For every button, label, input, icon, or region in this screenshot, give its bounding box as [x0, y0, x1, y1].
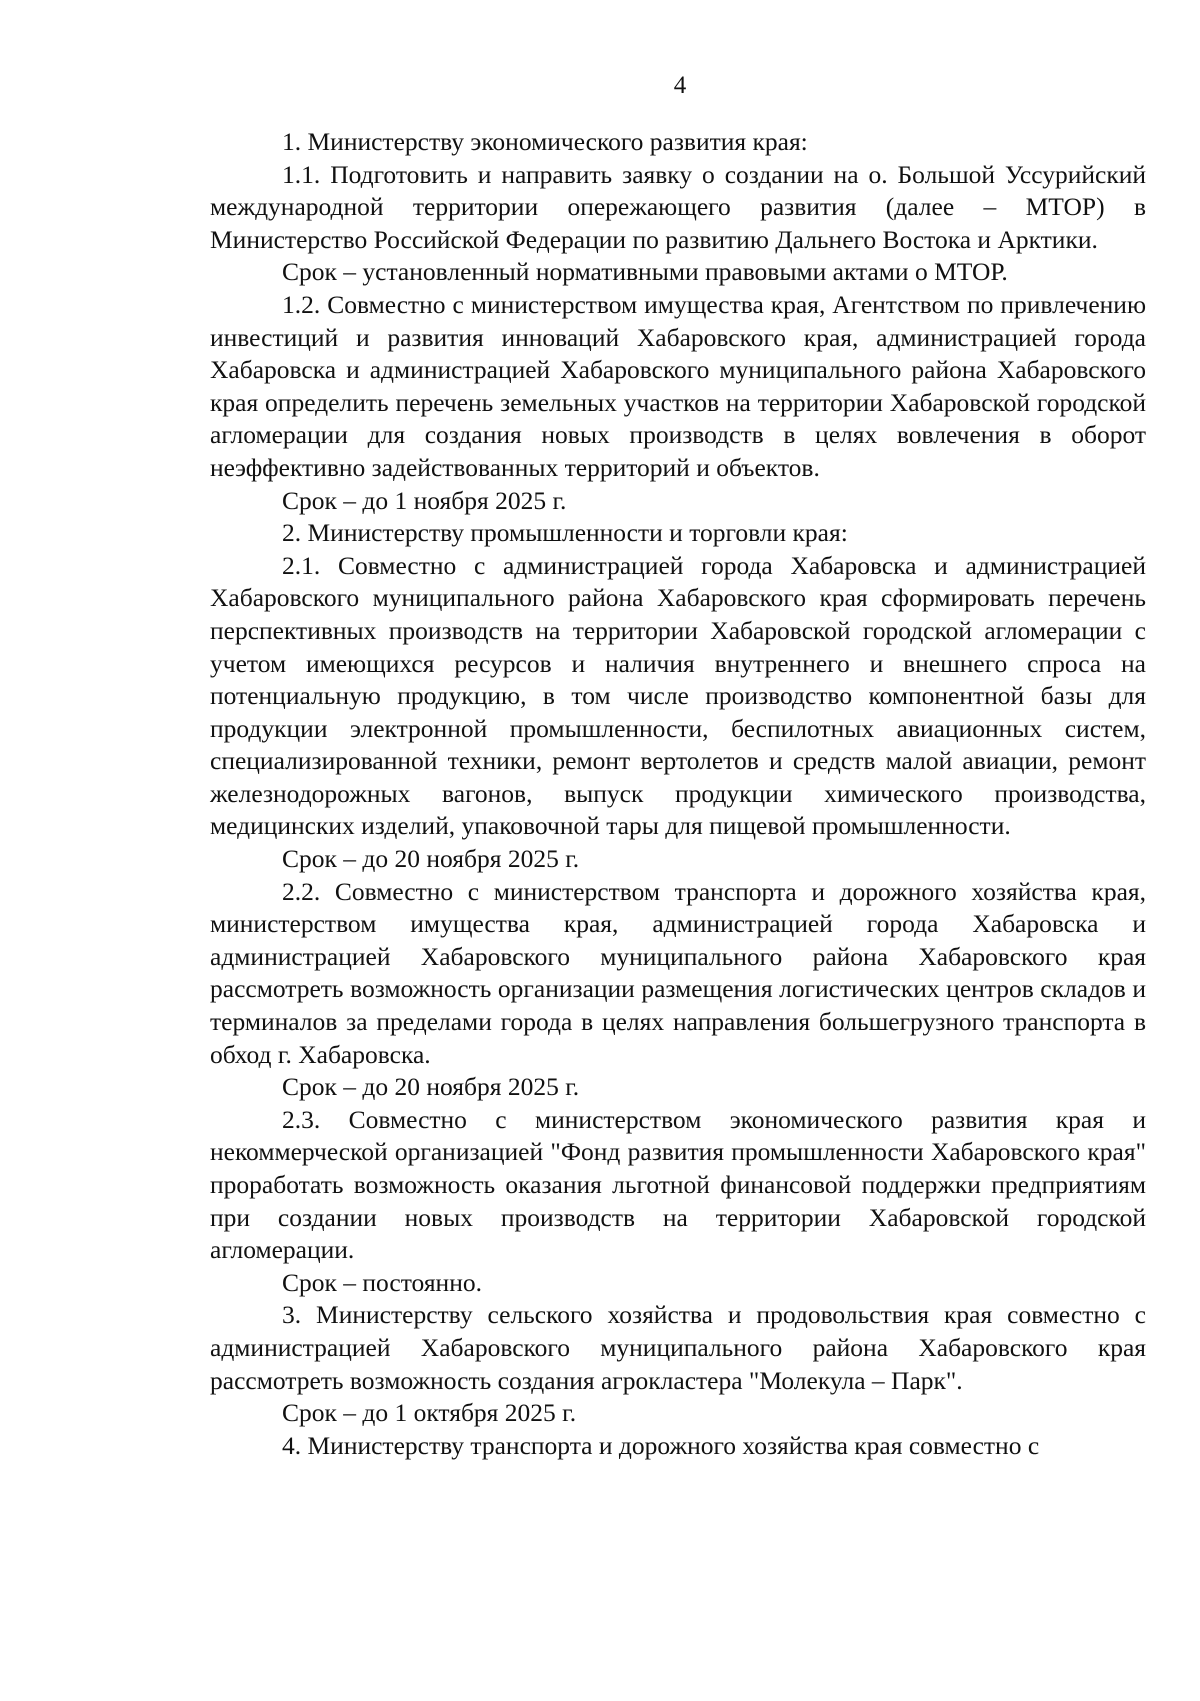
- paragraph-deadline: Срок – до 1 октября 2025 г.: [282, 1398, 577, 1428]
- document-body: [210, 126, 1146, 1462]
- paragraph-deadline: Срок – установленный нормативными правовыми актами о МТОР.: [282, 257, 1008, 287]
- paragraph-deadline: Срок – постоянно.: [282, 1267, 482, 1297]
- paragraph-section-1: 1. Министерству экономического развития края:: [282, 127, 808, 156]
- paragraph-section-4: 4. Министерству транспорта и дорожного хозяйства края совместно с: [282, 1430, 1040, 1460]
- paragraph-section-2: 2. Министерству промышленности и торговли края:: [282, 518, 848, 548]
- paragraph-item-2-2: 2.2. Совместно с министерством транспорта и дорожного хозяйства края, министерством имущества края, администрацией города Хабаровска и администрацией Хабаровского муниципального района Хабаровского края рассмотреть возможность организации размещения логистических центров складов и терминалов за пределами города в целях направления большегрузного транспорта в обход г. Хабаровска.: [210, 876, 1146, 1069]
- paragraph-item-1-2: 1.2. Совместно с министерством имущества края, Агентством по привлечению инвестиций и развития инноваций Хабаровского края, администрацией города Хабаровска и администрацией Хабаровского муниципального района Хабаровского края определить перечень земельных участков на территории Хабаровской городской агломерации для создания новых производств в целях вовлечения в оборот неэффективно задействованных территорий и объектов.: [210, 289, 1146, 482]
- paragraph-item-2-1: 2.1. Совместно с администрацией города Хабаровска и администрацией Хабаровского муниципального района Хабаровского края сформировать перечень перспективных производств на территории Хабаровской городской агломерации с учетом имеющихся ресурсов и наличия внутреннего и внешнего спроса на потенциальную продукцию, в том числе производство компонентной базы для продукции электронной промышленности, беспилотных авиационных систем, специализированной техники, ремонт вертолетов и средств малой авиации, ремонт железнодорожных вагонов, выпуск продукции химического производства, медицинских изделий, упаковочной тары для пищевой промышленности.: [210, 550, 1146, 841]
- paragraph-item-2-3: 2.3. Совместно с министерством экономического развития края и некоммерческой организацией "Фонд развития промышленности Хабаровского края" проработать возможность оказания льготной финансовой поддержки предприятиям при создании новых производств на территории Хабаровской городской агломерации.: [210, 1104, 1146, 1265]
- paragraph-deadline: Срок – до 20 ноября 2025 г.: [282, 844, 580, 874]
- paragraph-section-3: 3. Министерству сельского хозяйства и продовольствия края совместно с администрацией Хабаровского муниципального района Хабаровского края рассмотреть возможность создания агрокластера "Молекула – Парк".: [210, 1300, 1146, 1395]
- page-number: 4: [673, 72, 687, 99]
- paragraph-item-1-1: 1.1. Подготовить и направить заявку о создании на о. Большой Уссурийский международной территории опережающего развития (далее – МТОР) в Министерство Российской Федерации по развитию Дальнего Востока и Арктики.: [210, 159, 1146, 254]
- paragraph-deadline: Срок – до 1 ноября 2025 г.: [282, 485, 567, 515]
- paragraph-deadline: Срок – до 20 ноября 2025 г.: [282, 1072, 580, 1102]
